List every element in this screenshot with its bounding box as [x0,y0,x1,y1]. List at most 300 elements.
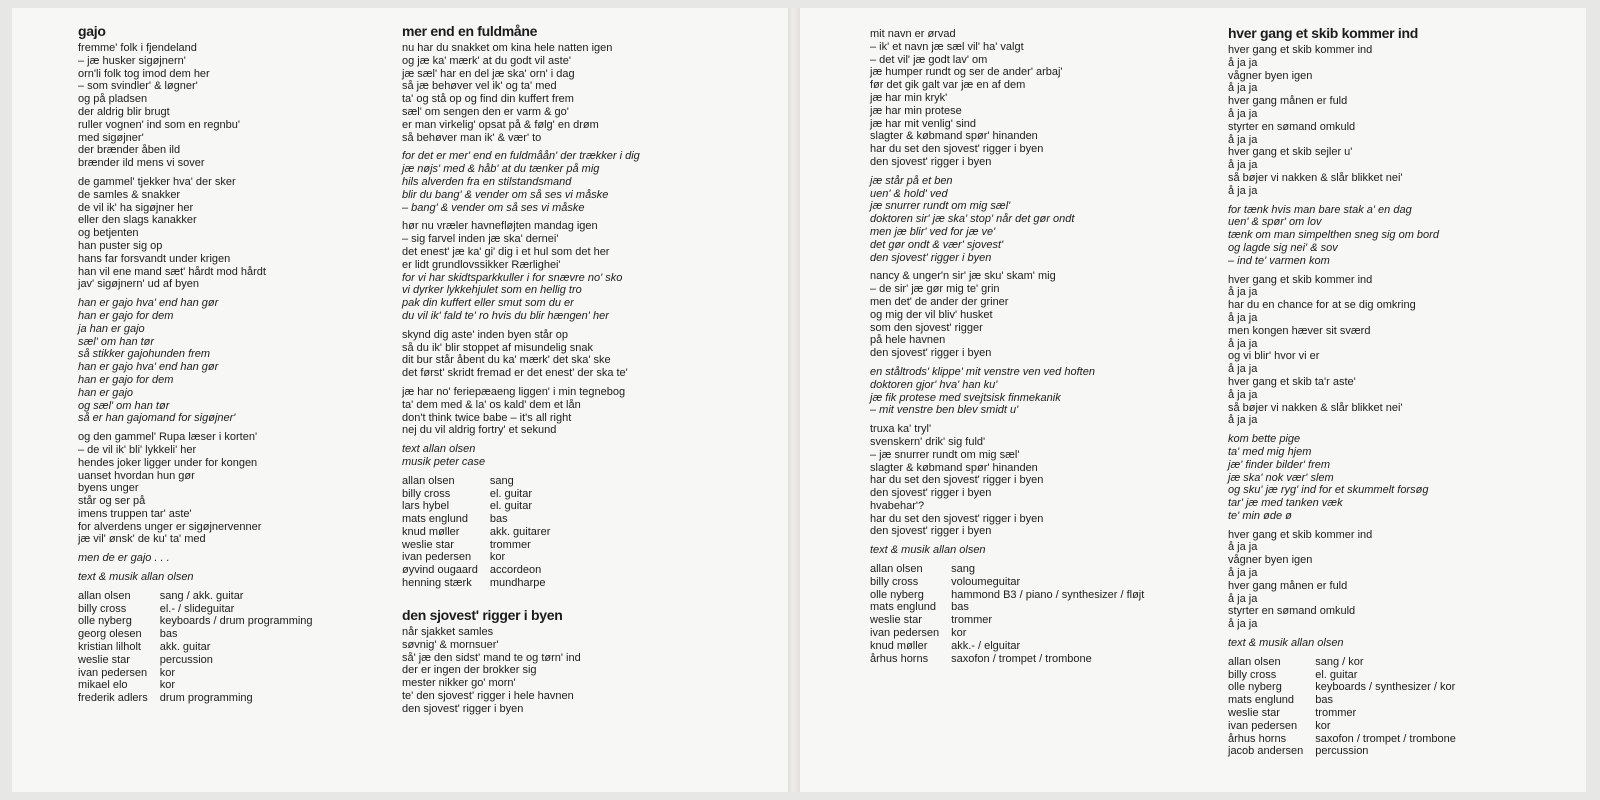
lyric-line: truxa ka' tryl' [870,423,932,436]
credit-line: text & musik allan olsen [1228,637,1344,650]
stanza [870,270,1200,360]
song-hvergang [1228,24,1568,758]
lyric-line: fremme' folk i fjendeland [78,42,197,54]
stanza [402,386,772,437]
credit-line: text & musik allan olsen [870,544,986,557]
lyric-line: men det' de ander der griner [870,295,1009,308]
musician-instrument: bas [159,628,178,641]
musician-instrument: drum programming [159,692,253,705]
lyric-line: hver gang et skib kommer ind [1228,273,1373,286]
lyric-line: slagter & købmand spør' hinanden [870,461,1038,474]
musician-name: allan olsen [870,563,923,576]
musician-instrument: sang / kor [1315,655,1364,668]
musician-instrument: akk. guitar [159,641,211,654]
lyric-line: å ja ja [1228,82,1258,95]
lyric-line: uen' & hold' ved [870,187,948,200]
musician-instrument: trommer [489,538,531,551]
musician-row [78,679,313,692]
musician-instrument: bas [1315,694,1333,707]
musician-row [1228,656,1456,669]
musician-name: allan olsen [402,474,455,487]
musician-row [870,614,1144,627]
lyric-line: – jæ husker sigøjnern' [78,54,186,67]
musician-name: billy cross [402,487,451,500]
musician-instrument: accordeon [489,564,542,577]
musician-name: kristian lilholt [78,641,141,654]
musician-name: weslie star [1228,707,1280,720]
lyric-line: han puster sig op [78,239,163,252]
stanza [402,626,772,716]
lyric-line: eller den slags kanakker [78,214,197,227]
lyric-line: han er gajo hva' end han gør [78,297,219,310]
musician-row [870,563,1144,576]
stanza [78,42,378,170]
musician-row [402,526,550,539]
musician-instrument: percussion [1315,745,1369,758]
musician-name: jacob andersen [1228,745,1304,758]
musician-instrument: bas [951,601,969,614]
lyric-line: og mig der vil bliv' husket [870,308,993,321]
musician-instrument: sang [951,563,975,576]
lyric-line: hør nu vræler havnefløjten mandag igen [402,220,598,233]
lyric-line: det først' skridt fremad er det enest' der ska te' [402,367,628,380]
credit-line: text & musik allan olsen [78,571,194,584]
lyric-line: for alverdens unger er sigøjnervenner [78,520,262,533]
musician-row [870,589,1144,602]
lyric-line: søvnig' & mornsuer' [402,638,499,651]
lyric-line: – mit venstre ben blev smidt u' [870,404,1019,417]
lyric-line: hendes joker ligger under for kongen [78,456,258,469]
musician-name: allan olsen [1228,655,1281,668]
song-title: hver gang et skib kommer ind [1228,25,1418,41]
lyric-line: jav' sigøjnern' ud af byen [78,278,199,291]
musician-name: olle nyberg [1228,681,1282,694]
musician-name: ivan pedersen [870,627,940,640]
musician-instrument: voloumeguitar [951,575,1021,588]
lyric-line: jæ har min kryk' [870,91,948,104]
musician-row [1228,669,1456,682]
musicians-table [78,590,313,705]
lyric-line: uanset hvordan hun gør [78,469,195,482]
lyric-line: det gør ondt & vær' sjovest' [870,238,1004,251]
musician-row [1228,707,1456,720]
lyric-line: har du set den sjovest' rigger i byen [870,474,1044,487]
lyric-line: jæ' finder bilder' frem [1228,458,1331,471]
lyric-line: mester nikker go' morn' [402,677,516,690]
lyric-line: og sæl' om han tør [78,399,170,412]
musician-name: øyvind ougaard [402,564,478,577]
musician-name: billy cross [1228,668,1277,681]
musician-row [402,488,550,501]
lyric-line: byens unger [78,482,139,495]
musician-instrument: kor [1315,719,1331,732]
musician-row [402,539,550,552]
lyric-line: er man virkelig' opsat på & følg' en drøm [402,118,599,131]
song-sjovest-continued [870,28,1200,665]
booklet-spine [788,8,800,792]
lyric-line: nu har du snakket om kina hele natten igen [402,42,613,54]
lyric-line: å ja ja [1228,541,1258,554]
lyric-line: har du en chance for at se dig omkring [1228,299,1416,312]
musician-instrument: saxofon / trompet / trombone [951,652,1092,665]
lyric-line: han vil ene mand sæt' hårdt mod hårdt [78,265,266,278]
lyric-line: å ja ja [1228,56,1258,69]
lyric-line: før det gik galt var jæ en af dem [870,79,1026,92]
lyric-line: te' den sjovest' rigger i hele havnen [402,689,574,702]
lyric-line: han er gajo for dem [78,373,174,386]
lyric-line: å ja ja [1228,618,1258,631]
lyric-line: men kongen hæver sit sværd [1228,324,1371,337]
song-sjovest [402,606,772,722]
musician-name: georg olesen [78,628,142,641]
lyric-line: og den gammel' Rupa læser i korten' [78,431,258,444]
lyric-line: vågner byen igen [1228,554,1313,567]
lyric-line: jæ har no' feriepæaeng liggen' i min tegnebog [402,385,626,398]
lyric-line: så behøver man ik' & vær' to [402,131,542,144]
lyric-line: mit navn er ørvad [870,28,956,40]
lyric-line: så bøjer vi nakken & slår blikket nei' [1228,401,1403,414]
lyric-line: jæ humper rundt og ser de ander' arbaj' [870,66,1063,79]
musician-name: billy cross [78,602,127,615]
lyric-line: som den sjovest' rigger [870,321,983,334]
musician-name: mats englund [870,601,937,614]
lyric-line: ruller vognen' ind som en regnbu' [78,118,240,131]
lyric-line: – jæ snurrer rundt om mig sæl' [870,448,1020,461]
musician-row [870,653,1144,666]
stanza-ending [78,552,378,565]
musician-name: allan olsen [78,589,131,602]
lyric-line: jæ sæl' har en del jæ ska' orn' i dag [402,67,575,80]
lyric-line: den sjovest' rigger i byen [870,155,992,168]
musician-instrument: hammond B3 / piano / synthesizer / fløjt [951,588,1145,601]
lyric-line: å ja ja [1228,133,1258,146]
song-credit [402,443,772,469]
musician-row [402,513,550,526]
lyric-line: slagter & købmand spør' hinanden [870,130,1038,143]
lyric-line: vågner byen igen [1228,69,1313,82]
lyric-line: svenskern' drik' sig fuld' [870,435,986,448]
lyric-line: nej du vil aldrig fortry' et sekund [402,424,557,437]
musician-instrument: kor [489,551,506,564]
lyric-line: å ja ja [1228,592,1258,605]
lyric-line: for vi har skidtsparkkuller i for snævre no' sko [402,271,623,284]
lyric-line: vi dyrker lykkehjulet som en hellig tro [402,284,582,297]
musician-name: weslie star [78,653,130,666]
musician-instrument: trommer [951,614,993,627]
lyric-line: pak din kuffert eller smut som du er [402,297,574,310]
musicians-table [1228,656,1456,758]
musician-row [1228,681,1456,694]
song-title: den sjovest' rigger i byen [402,607,563,623]
musician-name: mats englund [402,513,469,526]
stanza [402,220,772,322]
stanza [78,176,378,291]
lyric-line: – ind te' varmen kom [1228,254,1330,267]
lyric-line: – de vil ik' bli' lykkeli' her [78,443,197,456]
musician-row [402,475,550,488]
lyric-line: står og ser på [78,495,146,508]
musician-row [402,577,550,590]
lyric-line: brænder ild mens vi sover [78,157,205,170]
musician-row [78,628,313,641]
song-fuldmane [402,22,772,590]
lyric-line: så bøjer vi nakken & slår blikket nei' [1228,171,1403,184]
lyric-line: de gammel' tjekker hva' der sker [78,175,236,188]
lyric-line: å ja ja [1228,159,1258,172]
lyric-line: jæ ska' nok vær' slem [1228,471,1334,484]
musician-row [402,564,550,577]
lyric-line: hils alverden fra en stilstandsmand [402,175,572,188]
lyric-line: å ja ja [1228,388,1258,401]
musician-name: ivan pedersen [78,666,148,679]
chorus [1228,204,1568,268]
lyric-line: og lagde sig nei' & sov [1228,241,1338,254]
song-credit [1228,637,1568,650]
stanza [402,42,772,144]
chorus [870,175,1200,265]
musician-name: mats englund [1228,694,1295,707]
musician-name: ivan pedersen [1228,719,1298,732]
chorus [402,150,772,214]
lyric-line: doktoren gjor' hva' han ku' [870,378,998,391]
stanza [1228,44,1568,198]
musician-row [870,601,1144,614]
musician-name: henning stærk [402,577,472,590]
musician-instrument: keyboards / drum programming [159,615,313,628]
musician-instrument: sang [489,474,514,487]
musician-instrument: keyboards / synthesizer / kor [1315,681,1456,694]
lyric-line: nancy & unger'n sir' jæ sku' skam' mig [870,270,1056,283]
lyric-line: – bang' & vender om så ses vi måske [402,201,585,214]
musician-row [402,551,550,564]
lyric-line: sæl' om sengen den er varm & go' [402,105,569,118]
lyric-line: musik peter case [402,455,486,468]
lyric-line: du vil ik' fald te' ro hvis du blir hængen' her [402,309,609,322]
lyric-line: og vi blir' hvor vi er [1228,350,1320,363]
lyric-line: – sig farvel inden jæ ska' dernei' [402,233,559,246]
lyric-line: så jæ behøver vel ik' og ta' med [402,80,557,93]
musician-instrument: el. guitar [489,487,533,500]
lyric-line: text allan olsen [402,443,476,456]
musician-instrument: kor [951,627,967,640]
lyric-line: så du ik' blir stoppet af misundelig snak [402,341,594,354]
musician-instrument: bas [489,513,508,526]
lyric-line: hver gang månen er fuld [1228,579,1348,592]
lyric-line: den sjovest' rigger i byen [870,347,992,360]
lyric-line: å ja ja [1228,311,1258,324]
stanza [870,28,1200,169]
musician-row [402,500,550,513]
lyric-line: de samles & snakker [78,188,181,201]
song-gajo [78,22,378,705]
lyric-line: ta' dem med & la' os kald' dem et lån [402,398,581,411]
lyric-line: å ja ja [1228,286,1258,299]
lyric-line: – ik' et navn jæ sæl vil' ha' valgt [870,40,1024,53]
lyric-line: der brænder åben ild [78,144,181,157]
lyric-line: en ståltrods' klippe' mit venstre ven ved hoften [870,365,1095,378]
musician-instrument: kor [159,679,175,692]
lyric-line: kom bette pige [1228,433,1301,446]
lyric-line: men jæ blir' ved for jæ ve' [870,225,996,238]
lyric-line: orn'li folk tog imod dem her [78,67,210,80]
lyric-line: han er gajo [78,386,134,399]
musician-instrument: kor [159,666,175,679]
lyric-line: og betjenten [78,227,139,240]
musician-row [1228,694,1456,707]
lyric-line: jæ nøjs' med & håb' at du tænker på mig [402,163,600,176]
lyric-line: de vil ik' ha sigøjner her [78,201,194,214]
lyric-line: det enest' jæ ka' gi' dig i et hul som det her [402,245,610,258]
musician-name: knud møller [870,639,928,652]
musician-name: olle nyberg [870,588,924,601]
lyric-line: te' min øde ø [1228,509,1292,522]
musician-row [78,667,313,680]
musician-instrument: akk.- / elguitar [951,639,1021,652]
lyric-line: på hele havnen [870,334,946,347]
musician-name: ivan pedersen [402,551,472,564]
musician-instrument: akk. guitarer [489,525,551,538]
musician-row [1228,733,1456,746]
lyric-line: å ja ja [1228,337,1258,350]
lyric-line: å ja ja [1228,363,1258,376]
lyric-line: å ja ja [1228,107,1258,120]
lyric-line: jæ står på et ben [870,174,953,187]
musician-name: århus horns [1228,732,1287,745]
song-credit [870,544,1200,557]
musician-name: weslie star [402,538,454,551]
lyric-line: jæ fik protese med svejtsisk finmekanik [870,391,1061,404]
lyric-line: så' jæ den sidst' mand te og tørn' ind [402,651,581,664]
lyric-line: styrter en sømand omkuld [1228,605,1356,618]
lyric-line: hver gang et skib kommer ind [1228,528,1373,541]
stanza-part-italic [402,272,772,323]
musician-name: lars hybel [402,500,450,513]
lyric-line: jæ har mit venlig' sind [870,117,977,130]
lyric-line: hvabehar'? [870,499,925,512]
lyric-line: er lidt grundlovssikker Rærlighei' [402,258,561,271]
lyric-line: – som svindler' & løgner' [78,80,198,93]
lyric-line: dit bur står åbent du ka' mærk' det ska' ske [402,354,611,367]
lyric-line: jæ snurrer rundt om mig sæl' [870,200,1011,213]
musician-row [78,615,313,628]
musician-row [1228,720,1456,733]
stanza-italic [1228,433,1568,523]
lyric-line: styrter en sømand omkuld [1228,120,1356,133]
lyric-line: der er ingen der brokker sig [402,664,537,677]
stanza [870,423,1200,538]
musician-instrument: el. guitar [489,500,533,513]
lyric-line: har du set den sjovest' rigger i byen [870,512,1044,525]
lyric-line: han er gajo hva' end han gør [78,361,219,374]
lyric-line: don't think twice babe – it's all right [402,411,572,424]
lyric-line: så stikker gajohunden frem [78,348,211,361]
lyric-line: men de er gajo . . . [78,552,170,565]
musician-instrument: trommer [1315,707,1357,720]
lyric-line: hans far forsvandt under krigen [78,252,231,265]
lyric-line: – det vil' jæ godt lav' om [870,53,988,66]
musician-row [870,640,1144,653]
musician-row [78,590,313,603]
musicians-table [870,563,1144,665]
lyric-line: imens truppen tar' aste' [78,507,192,520]
musicians-table [402,475,550,590]
musician-row [870,576,1144,589]
lyric-line: hver gang månen er fuld [1228,95,1348,108]
lyric-line: der aldrig blir brugt [78,105,170,118]
lyric-line: å ja ja [1228,184,1258,197]
lyric-line: den sjovest' rigger i byen [870,251,992,264]
lyric-line: for tænk hvis man bare stak a' en dag [1228,203,1412,216]
lyric-line: ta' og stå op og find din kuffert frem [402,93,574,106]
lyric-line: med sigøjner' [78,131,144,144]
musician-name: olle nyberg [78,615,132,628]
lyric-line: når sjakket samles [402,626,494,638]
lyric-line: for det er mer' end en fuldmåån' der trækker i dig [402,150,640,163]
lyric-line: å ja ja [1228,414,1258,427]
musician-name: weslie star [870,614,922,627]
stanza [1228,529,1568,631]
lyric-line: den sjovest' rigger i byen [870,487,992,500]
musician-name: knud møller [402,525,460,538]
musician-name: århus horns [870,652,929,665]
lyric-line: – de sir' jæ gør mig te' grin [870,283,1000,296]
lyric-line: jæ vil' ønsk' de ku' ta' med [78,533,206,546]
musician-name: frederik adlers [78,692,148,705]
song-credit [78,571,378,584]
lyric-line: doktoren sir' jæ ska' stop' når det gør ondt [870,213,1075,226]
stanza [78,431,378,546]
song-title: gajo [78,23,106,39]
musician-instrument: percussion [159,653,213,666]
lyric-line: den sjovest' rigger i byen [402,702,524,715]
stanza [1228,274,1568,428]
lyric-line: ja han er gajo [78,322,145,335]
lyric-line: jæ har min protese [870,104,962,117]
lyric-line: han er gajo for dem [78,309,174,322]
stanza [402,329,772,380]
lyric-line: sæl' om han tør [78,335,155,348]
song-title: mer end en fuldmåne [402,23,538,39]
stanza-part [402,220,772,271]
lyric-line: tænk om man simpelthen sneg sig om bord [1228,229,1439,242]
lyric-line: og jæ ka' mærk' at du godt vil aste' [402,54,571,67]
musician-name: billy cross [870,575,919,588]
musician-name: mikael elo [78,679,128,692]
lyric-line: og sku' jæ ryg' ind for et skummelt forsøg [1228,484,1429,497]
musician-row [870,627,1144,640]
lyric-line: hver gang et skib kommer ind [1228,44,1373,56]
lyric-line: hver gang et skib ta'r aste' [1228,375,1356,388]
chorus [78,297,378,425]
musician-row [78,641,313,654]
lyric-line: uen' & spør' om lov [1228,216,1322,229]
musician-row [1228,745,1456,758]
lyric-line: ta' med mig hjem [1228,445,1312,458]
lyric-line: tar' jæ med tanken væk [1228,497,1343,510]
musician-instrument: mundharpe [489,577,546,590]
lyric-line: og på pladsen [78,93,148,106]
musician-row [78,654,313,667]
lyric-line: har du set den sjovest' rigger i byen [870,143,1044,156]
musician-instrument: el. guitar [1315,668,1358,681]
lyric-line: å ja ja [1228,567,1258,580]
lyric-line: hver gang et skib sejler u' [1228,146,1353,159]
lyric-line: den sjovest' rigger i byen [870,525,992,538]
musician-row [78,692,313,705]
lyric-line: blir du bang' & vender om så ses vi måske [402,188,609,201]
musician-instrument: sang / akk. guitar [159,589,244,602]
musician-instrument: saxofon / trompet / trombone [1315,732,1456,745]
